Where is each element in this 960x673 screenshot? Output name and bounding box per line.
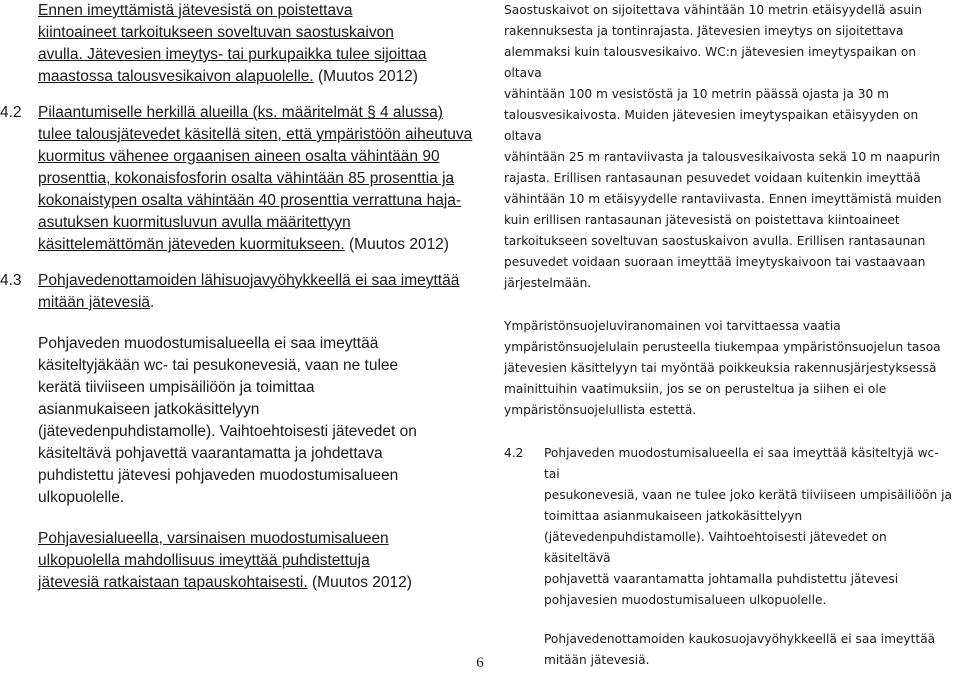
text-line: kuin erillisen rantasaunan jätevesistä on poistettava kiintoaineet	[504, 213, 900, 227]
text-line: talousvesikaivosta. Muiden jätevesien imeytyspaikan etäisyyden on oltava	[504, 108, 919, 143]
right-paragraph-distances	[504, 0, 956, 294]
right-section-4-2	[504, 443, 956, 611]
text-line: maastossa talousvesikaivon alapuolelle.	[38, 68, 314, 85]
page-number: 6	[476, 655, 484, 671]
text-line: pohjavesien muodostumisalueen ulkopuolelle.	[544, 593, 827, 607]
left-paragraph-groundwater-area	[38, 528, 476, 594]
text-line: Pohjaveden muodostumisalueella ei saa imeyttää	[38, 335, 379, 352]
text-line: vähintään 25 m rantaviivasta ja talousvesikaivosta sekä 10 m naapurin	[504, 150, 941, 164]
text-line: kiintoaineet tarkoitukseen soveltuvan saostuskaivon	[38, 24, 394, 41]
left-column	[0, 0, 476, 594]
text-line: ympäristönsuojelullista estettä.	[504, 403, 697, 417]
text-line: avulla. Jätevesien imeytys- tai purkupaikka tulee sijoittaa	[38, 46, 427, 63]
text-line: Pohjaveden muodostumisalueella ei saa imeyttää käsiteltyjä wc- tai	[544, 446, 939, 481]
text-line: ulkopuolella mahdollisuus imeyttää puhdistettuja	[38, 552, 370, 569]
text-line: Saostuskaivot on sijoitettava vähintään 10 metrin etäisyydellä asuin	[504, 3, 923, 17]
text-line: pesukonevesiä, vaan ne tulee joko kerätä tiiviiseen umpisäiliöön ja	[544, 488, 952, 502]
right-column	[504, 0, 956, 671]
text-line: Ympäristönsuojeluviranomainen voi tarvittaessa vaatia	[504, 319, 841, 333]
left-section-4-2	[0, 102, 476, 256]
text-line: Ennen imeyttämistä jätevesistä on poistettava	[38, 2, 353, 19]
text-line: mitään jätevesiä.	[544, 653, 650, 667]
left-section-4-3	[0, 270, 476, 314]
text-line: kerätä tiiviiseen umpisäiliöön ja toimittaa	[38, 379, 315, 396]
text-line: käsiteltyjäkään wc- tai pesukonevesiä, vaan ne tulee	[38, 357, 399, 374]
section-text: 4 alussa) tulee talousjätevedet käsitellä siten, että ympäristöön aiheutuva kuormitus vähenee orgaanisen aineen osalta vähintään 90 prosenttia, kokonaisfosforin osalta vähintään 85 prosenttia ja kokonaistypen osalta vähintään 40 prosenttia verrattuna haja-asutuksen kuormitusluvun avulla määritettyyn käsittelemättömän jäteveden kuormitukseen.	[38, 104, 473, 253]
section-number: 4.3	[0, 272, 22, 289]
text-line: asianmukaiseen jatkokäsittelyyn	[38, 401, 260, 418]
amendment-note: (Muutos 2012)	[344, 236, 449, 253]
text-line: Pohjavesialueella, varsinaisen muodostumisalueen	[38, 530, 389, 547]
underlined-text: Pohjavedenottamoiden lähisuojavyöhykkeellä ei saa imeyttää mitään jätevesiä	[38, 272, 460, 311]
right-paragraph-authority	[504, 316, 956, 421]
text-line: vähintään 10 m etäisyydelle rantaviivasta. Ennen imeyttämistä muiden	[504, 192, 942, 206]
text-line: toimittaa asianmukaiseen jatkokäsittelyyn	[544, 509, 803, 523]
text-line: käsiteltävä pohjavettä vaarantamatta ja johdettava	[38, 445, 383, 462]
text-line: järjestelmään.	[504, 276, 592, 290]
section-number: 4.2	[0, 104, 22, 121]
text-line: ulkopuolelle.	[38, 489, 125, 506]
text-line: puhdistettu jätevesi pohjaveden muodostumisalueen	[38, 467, 399, 484]
text-line: pohjavettä vaarantamatta johtamalla puhdistettu jätevesi	[544, 572, 899, 586]
text-line: vähintään 100 m vesistöstä ja 10 metrin päässä ojasta ja 30 m	[504, 87, 889, 101]
left-paragraph-groundwater	[38, 333, 476, 509]
section-number: 4.2	[504, 446, 524, 460]
text-line: rajasta. Erillisen rantasaunan pesuvedet voidaan kuitenkin imeyttää	[504, 171, 921, 185]
punctuation: .	[150, 294, 155, 311]
amendment-note: (Muutos 2012)	[307, 574, 412, 591]
text-line: Pohjavedenottamoiden kaukosuojavyöhykkeellä ei saa imeyttää	[544, 632, 936, 646]
text-line: rakennuksesta ja tontinrajasta. Jätevesien imeytys on sijoitettava	[504, 24, 904, 38]
text-line: alemmaksi kuin talousvesikaivo. WC:n jätevesien imeytyspaikan on oltava	[504, 45, 917, 80]
underlined-text	[38, 104, 472, 253]
left-paragraph-pretreatment	[38, 0, 476, 88]
text-line: tarkoitukseen soveltuvan saostuskaivon avulla. Erillisen rantasaunan	[504, 234, 926, 248]
text-line: jätevesien käsittelyyn tai myöntää poikkeuksia rakennusjärjestyksessä	[504, 361, 937, 375]
section-text: Pilaantumiselle herkillä alueilla (ks. määritelmät	[38, 104, 368, 121]
section-sign: §	[367, 104, 376, 121]
text-line: ympäristönsuojelulain perusteella tiukempaa ympäristönsuojelun tasoa	[504, 340, 941, 354]
text-line: (jätevedenpuhdistamolle). Vaihtoehtoisesti jätevedet on	[38, 423, 417, 440]
text-line: (jätevedenpuhdistamolle). Vaihtoehtoisesti jätevedet on käsiteltävä	[544, 530, 887, 565]
text-line: mainittuihin vaatimuksiin, jos se on perusteltua ja siihen ei ole	[504, 382, 887, 396]
amendment-note: (Muutos 2012)	[313, 68, 418, 85]
text-line: pesuvedet voidaan suoraan imeyttää imeytyskaivoon tai vastaavaan	[504, 255, 926, 269]
text-line: jätevesiä ratkaistaan tapauskohtaisesti.	[38, 574, 308, 591]
